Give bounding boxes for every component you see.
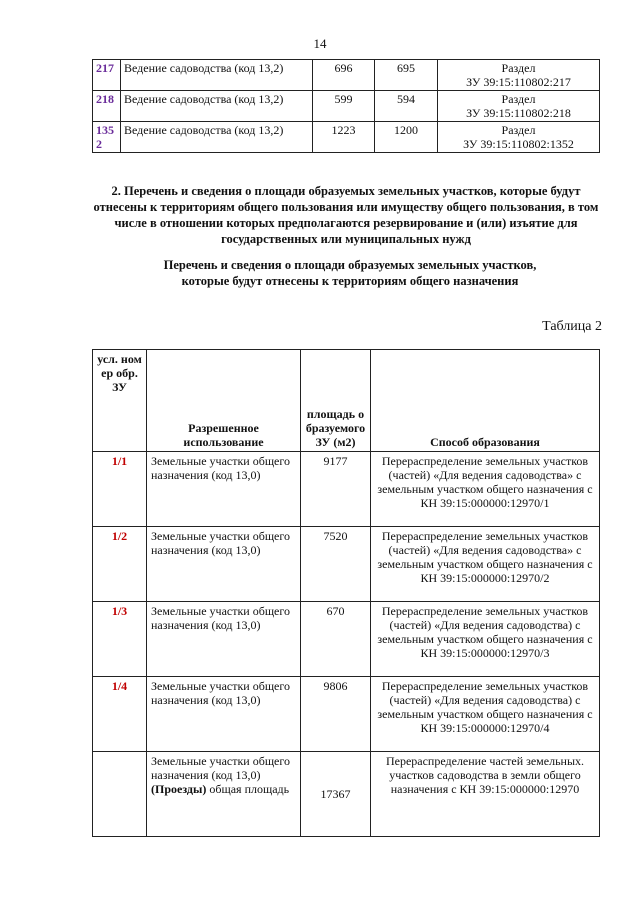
area-value: 695 — [375, 60, 438, 91]
cadastral-number: КН 39:15:000000:12970/1 — [420, 496, 550, 510]
permitted-use: Земельные участки общего назначения (код 13,0) — [147, 527, 301, 602]
permitted-use — [147, 752, 301, 837]
table-row — [93, 91, 600, 122]
header-method: Способ образования — [371, 350, 600, 452]
permitted-use: Ведение садоводства (код 13,2) — [121, 122, 313, 153]
plot-number: 1/1 — [93, 452, 147, 527]
area-value: 9177 — [301, 452, 371, 527]
page-number: 14 — [313, 36, 327, 51]
method-line: Раздел — [501, 92, 536, 106]
plot-number: 218 — [93, 91, 121, 122]
cadastral-number: КН 39:15:000000:12970/2 — [420, 571, 550, 585]
formation-method — [438, 122, 600, 153]
formation-method — [438, 60, 600, 91]
formation-method — [371, 452, 600, 527]
plot-number: 1/2 — [93, 527, 147, 602]
area-value: 9806 — [301, 677, 371, 752]
use-text: Земельные участки общего назначения (код 13,0) — [151, 754, 291, 782]
permitted-use: Земельные участки общего назначения (код 13,0) — [147, 452, 301, 527]
method-text: Перераспределение земельных участков (частей) «Для ведения садоводства» с земельным участком общего назначения с — [377, 529, 593, 571]
table-row — [93, 60, 600, 91]
method-line: Раздел — [501, 61, 536, 75]
formation-method: Перераспределение частей земельных. участков садоводства в земли общего назначения с КН 39:15:000000:12970 — [371, 752, 600, 837]
plot-number — [93, 752, 147, 837]
area-value: 696 — [313, 60, 375, 91]
method-line: ЗУ 39:15:110802:218 — [466, 106, 571, 120]
permitted-use: Ведение садоводства (код 13,2) — [121, 60, 313, 91]
table-caption: Таблица 2 — [542, 319, 602, 334]
table-header-row — [93, 350, 600, 452]
method-text: Перераспределение земельных участков (частей) «Для ведения садоводства» с земельным участком общего назначения с — [377, 454, 593, 496]
permitted-use: Земельные участки общего назначения (код 13,0) — [147, 677, 301, 752]
cadastral-number: КН 39:15:000000:12970/3 — [420, 646, 550, 660]
formation-method — [371, 527, 600, 602]
permitted-use: Земельные участки общего назначения (код 13,0) — [147, 602, 301, 677]
table-row — [93, 602, 600, 677]
table-row-total — [93, 752, 600, 837]
area-value: 670 — [301, 602, 371, 677]
header-use: Разрешенное использование — [147, 350, 301, 452]
subheading: Перечень и сведения о площади образуемых земельных участков, которые будут отнесены к территориям общего назначения — [163, 258, 537, 288]
table-row — [93, 122, 600, 153]
plot-number: 217 — [93, 60, 121, 91]
table-row — [93, 452, 600, 527]
plot-number: 1/4 — [93, 677, 147, 752]
permitted-use: Ведение садоводства (код 13,2) — [121, 91, 313, 122]
table-row — [93, 527, 600, 602]
table-row — [93, 677, 600, 752]
area-value: 594 — [375, 91, 438, 122]
use-rest: общая площадь — [209, 782, 290, 796]
cadastral-number: КН 39:15:000000:12970/4 — [420, 721, 550, 735]
plot-number: 1352 — [93, 122, 121, 153]
area-value: 17367 — [301, 752, 371, 837]
method-line: ЗУ 39:15:110802:1352 — [463, 137, 574, 151]
formation-method — [438, 91, 600, 122]
area-value: 599 — [313, 91, 375, 122]
use-bold: (Проезды) — [151, 782, 207, 796]
method-text: Перераспределение земельных участков (частей) «Для ведения садоводства) с земельным участком общего назначения с — [377, 679, 593, 721]
area-value: 1200 — [375, 122, 438, 153]
area-value: 7520 — [301, 527, 371, 602]
method-text: Перераспределение земельных участков (частей) «Для ведения садоводства) с земельным участком общего назначения с — [377, 604, 593, 646]
method-line: Раздел — [501, 123, 536, 137]
area-value: 1223 — [313, 122, 375, 153]
formation-method — [371, 602, 600, 677]
common-land-plots-table — [92, 349, 600, 837]
section-2-heading: 2. Перечень и сведения о площади образуемых земельных участков, которые будут отнесены к территориям общего пользования или имуществу общего пользования, в том числе в отношении которых предполагаются резервирование и (или) изъятие для государственных или муниципальных нужд — [93, 184, 599, 246]
formation-method — [371, 677, 600, 752]
method-line: ЗУ 39:15:110802:217 — [466, 75, 571, 89]
plot-number: 1/3 — [93, 602, 147, 677]
land-plots-table-continued — [92, 59, 600, 153]
header-area: площадь образуемого ЗУ (м2) — [301, 350, 371, 452]
header-num: усл. номер обр. ЗУ — [93, 350, 147, 452]
